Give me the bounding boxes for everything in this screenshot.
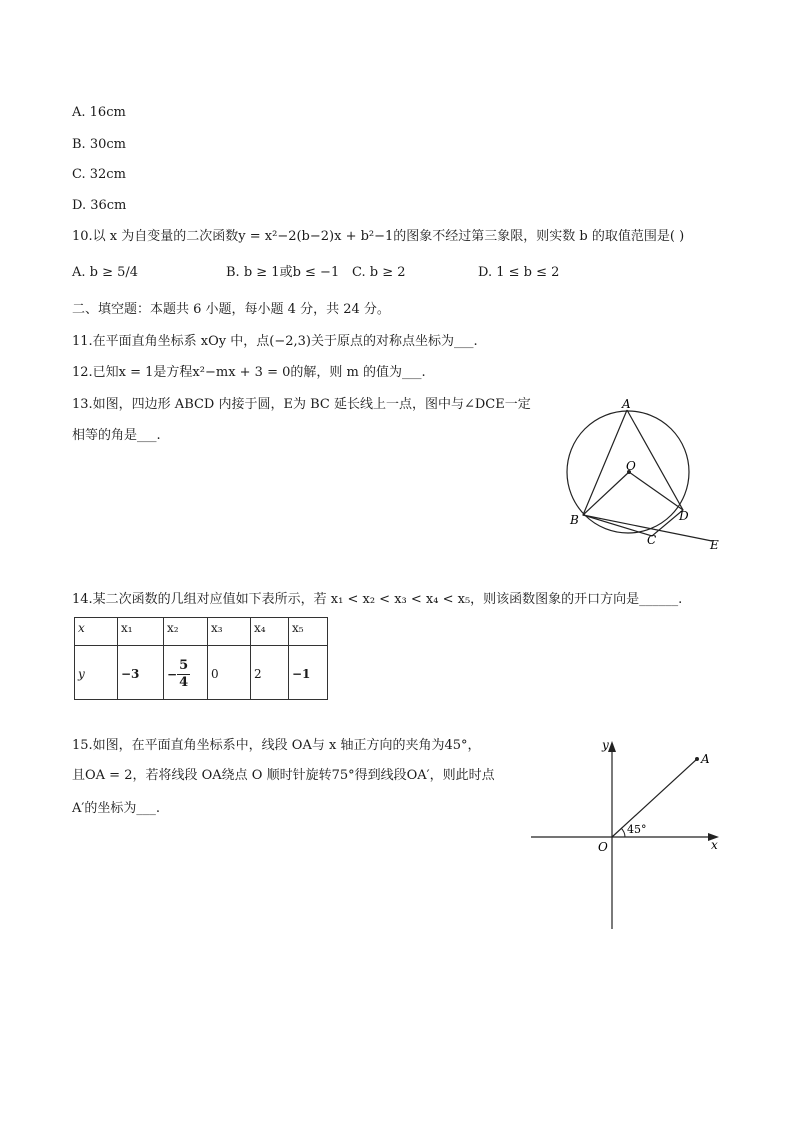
label-A: A <box>622 397 631 411</box>
fraction-numerator: 5 <box>179 657 189 673</box>
table-header-x2: x₂ <box>164 618 208 646</box>
table-header-x4: x₄ <box>251 618 289 646</box>
label-y-axis: y <box>602 738 609 752</box>
table-header-x: x <box>75 618 118 646</box>
table-cell-y2 <box>164 646 208 700</box>
q9-option-c: C. 32cm <box>72 167 126 182</box>
table-row-label-y: y <box>75 646 118 700</box>
q9-option-b: B. 30cm <box>72 137 126 152</box>
label-D: D <box>679 509 689 523</box>
q13-line2: 相等的角是___. <box>72 428 161 443</box>
table-cell-y3: 0 <box>208 646 251 700</box>
label-angle: 45° <box>627 823 647 836</box>
label-O: O <box>626 459 636 473</box>
fraction-sign: − <box>167 667 178 681</box>
q13-circle-figure <box>555 390 735 555</box>
q12-text: 12.已知x = 1是方程x²−mx + 3 = 0的解，则 m 的值为___. <box>72 365 426 380</box>
q14-stem: 14.某二次函数的几组对应值如下表所示，若 x₁ < x₂ < x₃ < x₄ < x₅，则该函数图象的开口方向是______. <box>72 592 683 607</box>
label-B: B <box>570 513 579 527</box>
section-header: 二、填空题：本题共 6 小题，每小题 4 分，共 24 分。 <box>72 302 390 317</box>
q9-option-a: A. 16cm <box>72 105 126 120</box>
q15-line2: 且OA = 2，若将线段 OA绕点 O 顺时针旋转75°得到线段OA′，则此时点 <box>72 768 495 783</box>
label-A: A <box>701 752 710 766</box>
table-cell-y4: 2 <box>251 646 289 700</box>
table-header-x3: x₃ <box>208 618 251 646</box>
value-table <box>74 617 328 700</box>
q13-line1: 13.如图，四边形 ABCD 内接于圆，E为 BC 延长线上一点，图中与∠DCE一定 <box>72 397 531 412</box>
table-cell-y1: −3 <box>118 646 164 700</box>
q10-option-b: B. b ≥ 1或b ≤ −1 <box>226 265 340 280</box>
label-E: E <box>710 538 719 552</box>
label-origin: O <box>598 840 608 854</box>
q15-coordinate-figure <box>525 735 730 935</box>
q9-option-d: D. 36cm <box>72 198 127 213</box>
table-header-x5: x₅ <box>289 618 328 646</box>
table-header-x1: x₁ <box>118 618 164 646</box>
q15-line3: A′的坐标为___. <box>72 801 160 816</box>
q11-text: 11.在平面直角坐标系 xOy 中，点(−2,3)关于原点的对称点坐标为___. <box>72 334 478 349</box>
q10-option-d: D. 1 ≤ b ≤ 2 <box>478 265 560 280</box>
q10-option-c: C. b ≥ 2 <box>352 265 406 280</box>
label-x-axis: x <box>711 838 718 852</box>
q10-stem: 10.以 x 为自变量的二次函数y = x²−2(b−2)x + b²−1的图象不经过第三象限，则实数 b 的取值范围是( ) <box>72 229 685 244</box>
table-cell-y5: −1 <box>289 646 328 700</box>
q15-line1: 15.如图，在平面直角坐标系中，线段 OA与 x 轴正方向的夹角为45°， <box>72 738 481 753</box>
q10-option-a: A. b ≥ 5/4 <box>72 265 139 280</box>
fraction <box>177 658 190 691</box>
fraction-denominator: 4 <box>179 674 189 690</box>
label-C: C <box>647 533 657 547</box>
